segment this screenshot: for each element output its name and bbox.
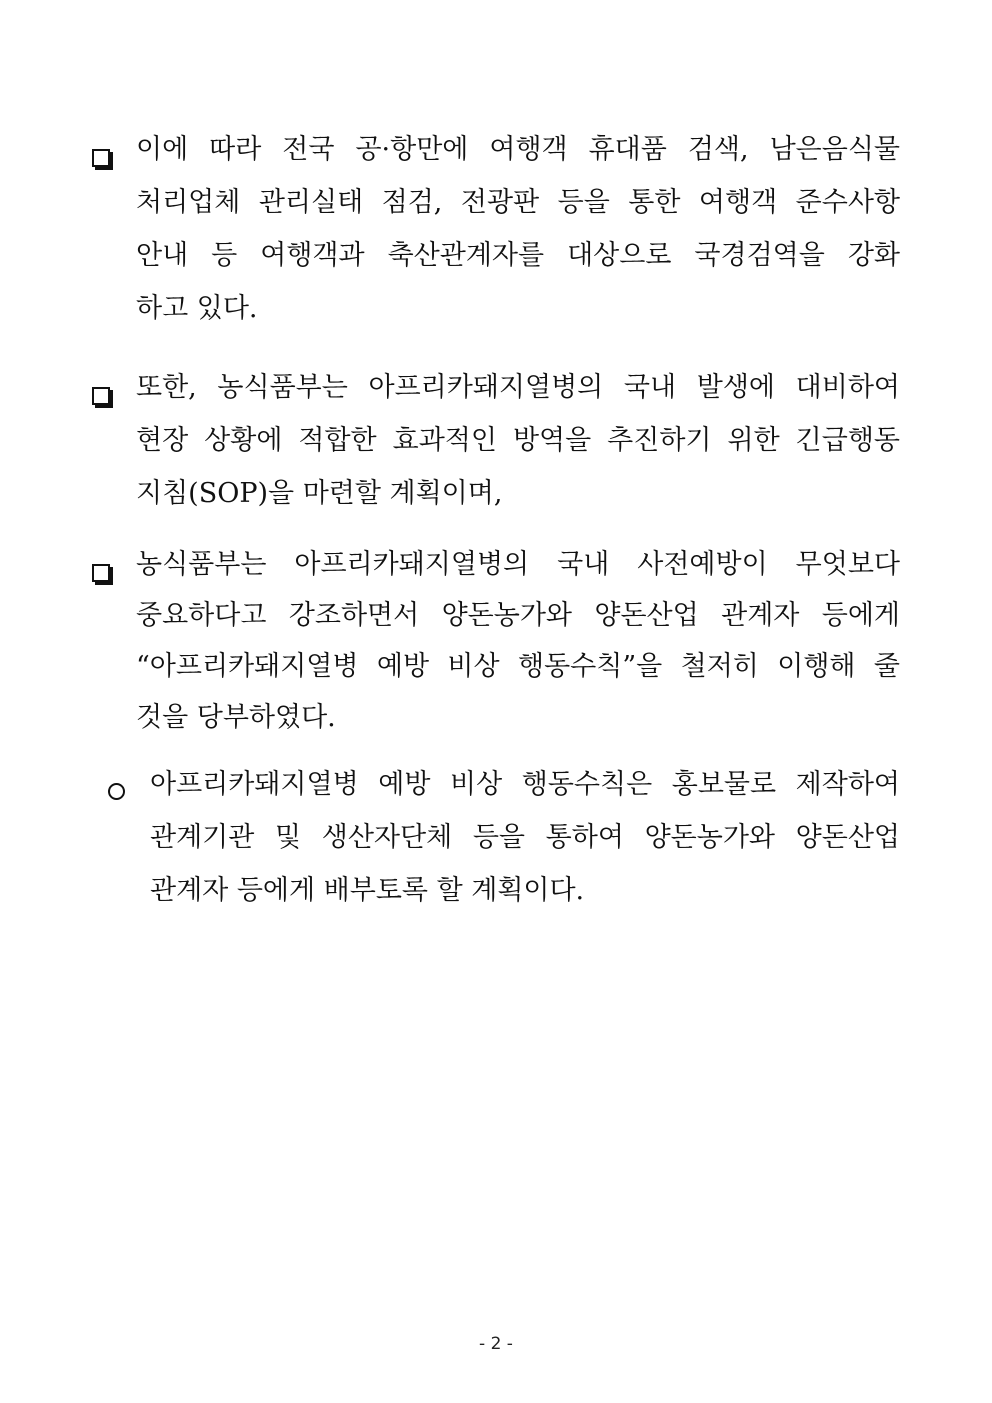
paragraph-line: 농식품부는 아프리카돼지열병의 국내 사전예방이 무엇보다 <box>136 549 900 580</box>
paragraph-line: 지침(SOP)을 마련할 계획이며, <box>136 478 503 509</box>
checkbox-bullet-icon <box>92 387 110 405</box>
sub-item-line: 아프리카돼지열병 예방 비상 행동수칙은 홍보물로 제작하여 <box>150 769 900 800</box>
sub-item-line: 관계기관 및 생산자단체 등을 통하여 양돈농가와 양돈산업 <box>150 822 900 853</box>
checkbox-bullet-icon <box>92 149 110 167</box>
page-number: - 2 - <box>479 1334 513 1354</box>
paragraph-line: 것을 당부하였다. <box>136 702 336 733</box>
paragraph-line: 안내 등 여행객과 축산관계자를 대상으로 국경검역을 강화 <box>136 240 900 271</box>
circle-bullet-icon <box>108 783 125 800</box>
paragraph-3 <box>92 550 900 750</box>
paragraph-line: 또한, 농식품부는 아프리카돼지열병의 국내 발생에 대비하여 <box>136 372 900 403</box>
paragraph-line: 현장 상황에 적합한 효과적인 방역을 추진하기 위한 긴급행동 <box>136 425 900 456</box>
sub-item-1 <box>108 770 900 920</box>
paragraph-1 <box>92 135 900 335</box>
paragraph-line: 중요하다고 강조하면서 양돈농가와 양돈산업 관계자 등에게 <box>136 600 900 631</box>
sub-item-line: 관계자 등에게 배부토록 할 계획이다. <box>150 875 585 906</box>
checkbox-bullet-icon <box>92 564 110 582</box>
paragraph-line: 하고 있다. <box>136 293 258 324</box>
paragraph-2 <box>92 373 900 523</box>
paragraph-line: 이에 따라 전국 공·항만에 여행객 휴대품 검색, 남은음식물 <box>136 134 900 165</box>
paragraph-line: 처리업체 관리실태 점검, 전광판 등을 통한 여행객 준수사항 <box>136 187 900 218</box>
paragraph-line: “아프리카돼지열병 예방 비상 행동수칙”을 철저히 이행해 줄 <box>136 651 900 682</box>
